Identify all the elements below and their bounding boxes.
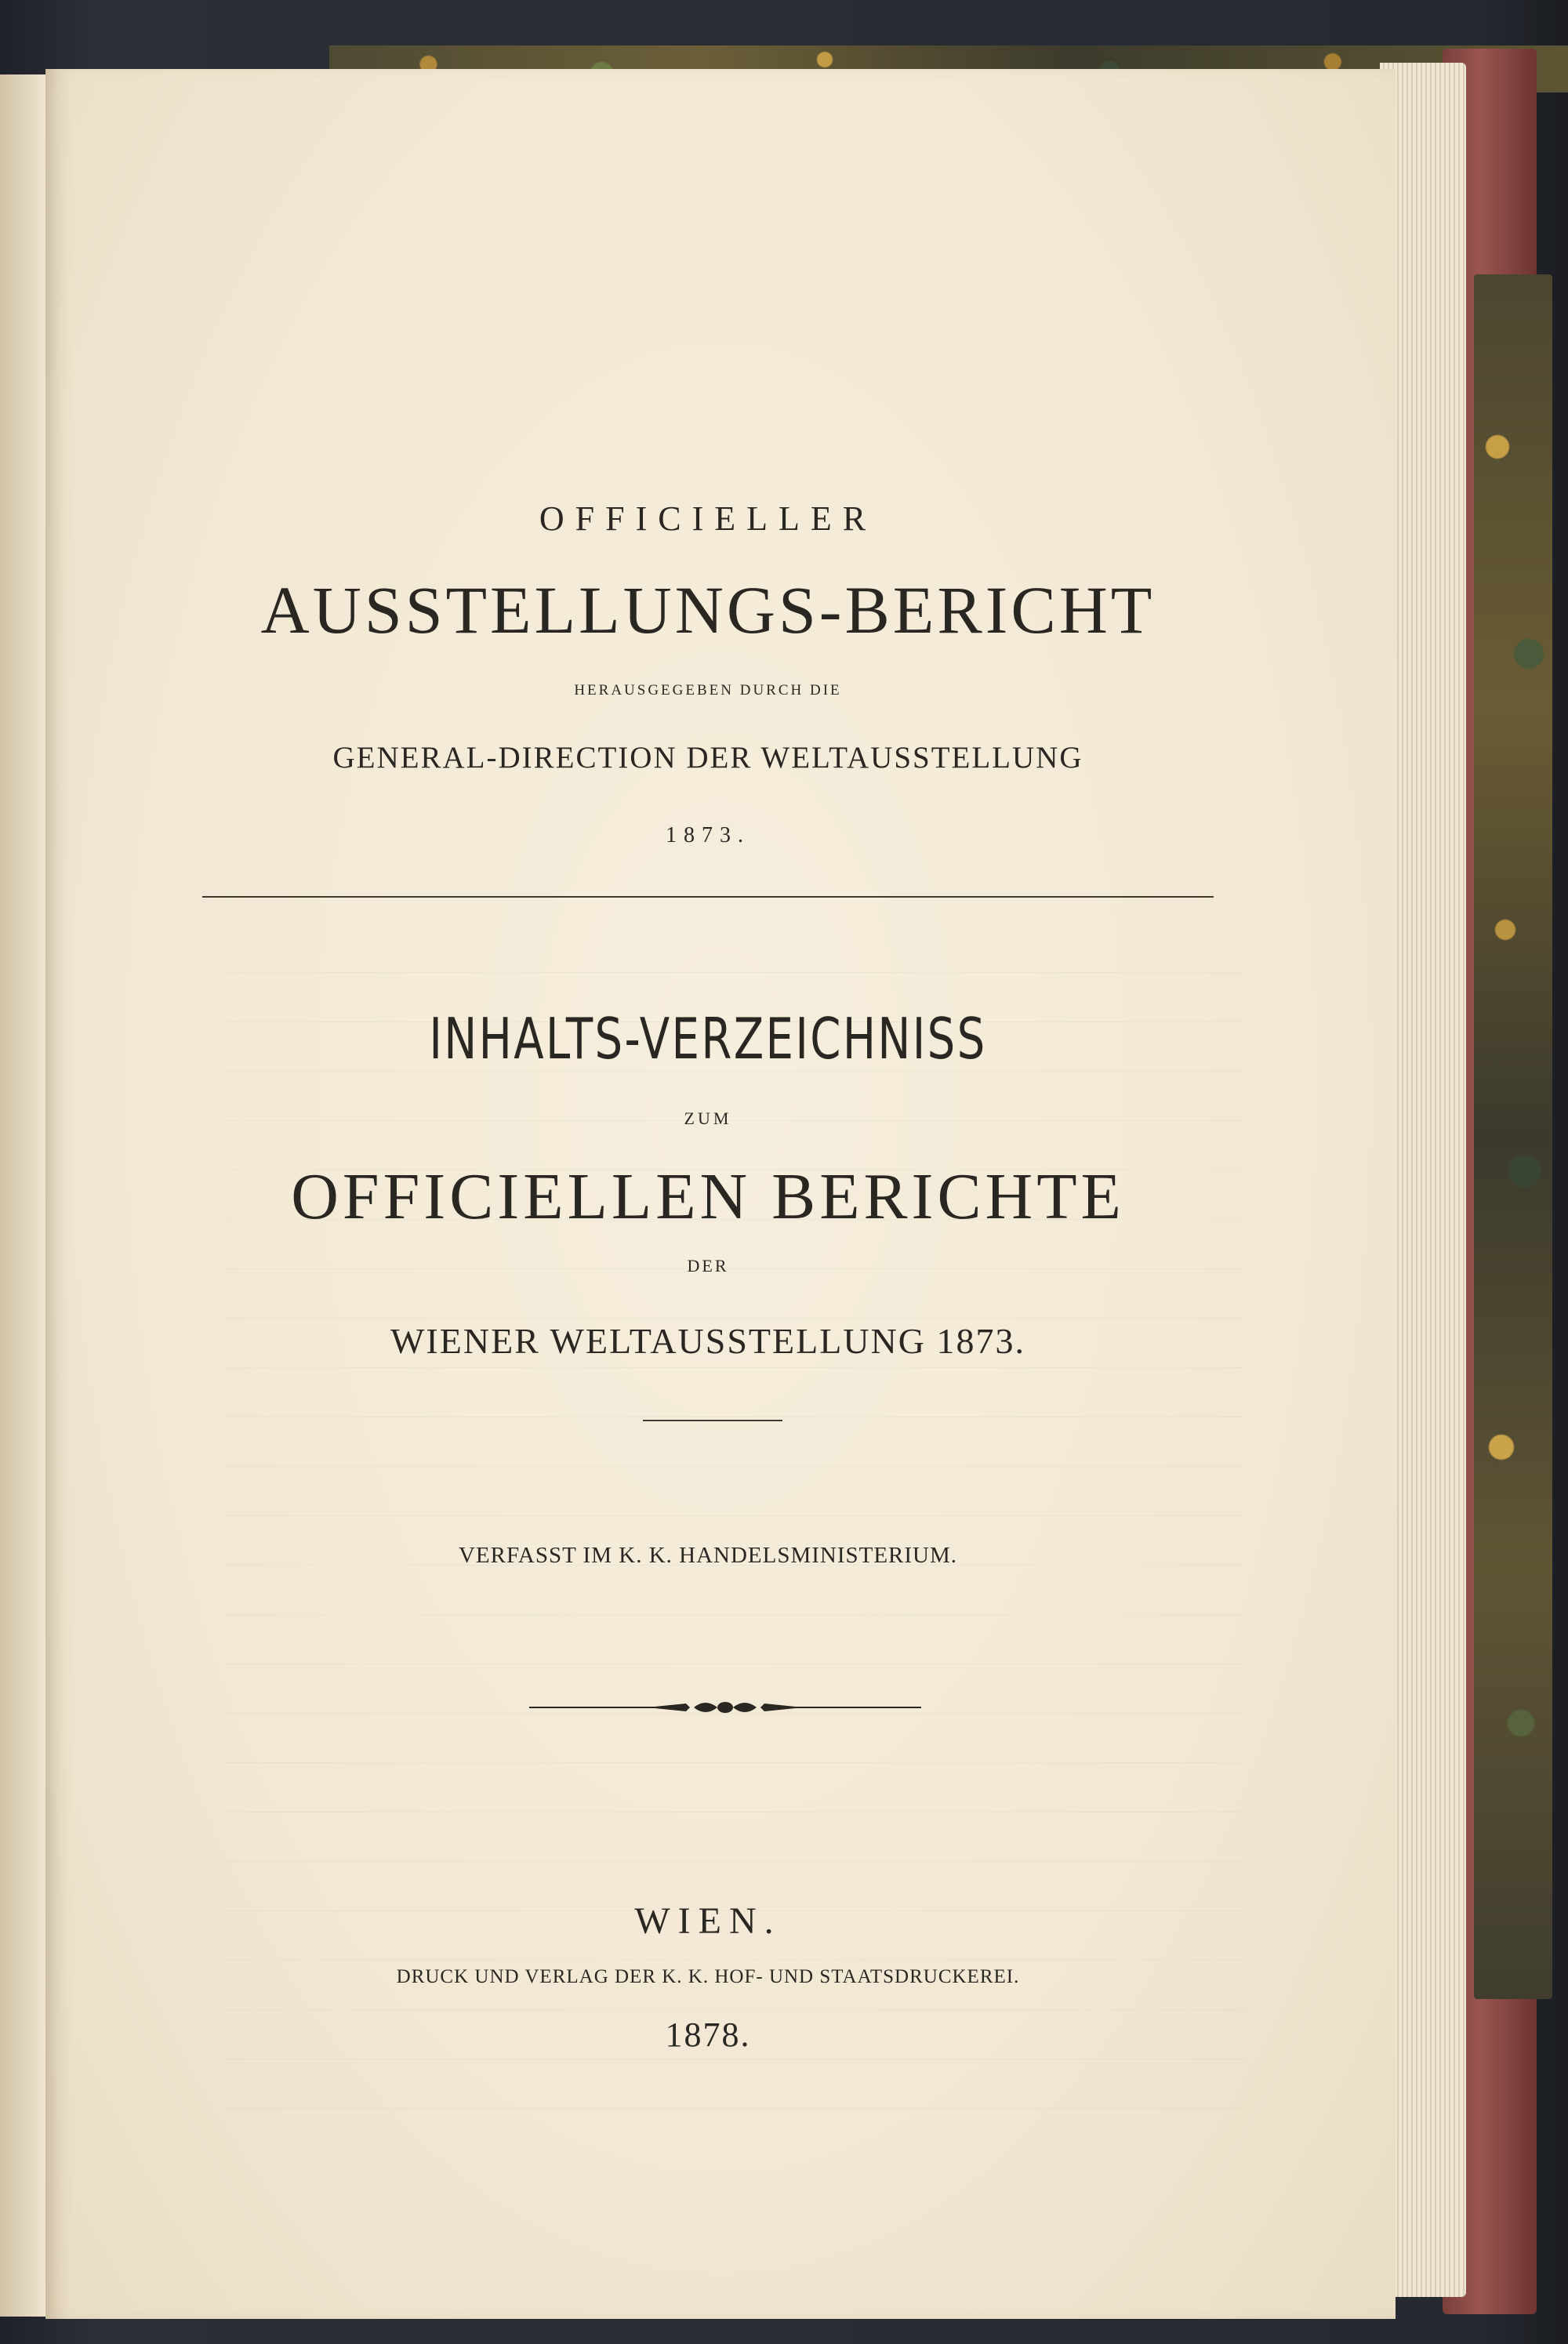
title-page bbox=[45, 69, 1396, 2319]
ornament-rule-icon bbox=[529, 1692, 921, 1723]
volume-subject: WIENER WELTAUSSTELLUNG 1873. bbox=[390, 1321, 1025, 1361]
volume-subtitle-connector: DER bbox=[687, 1256, 729, 1275]
imprint-publisher: DRUCK UND VERLAG DER K. K. HOF- UND STAATSDRUCKEREI. bbox=[396, 1966, 1020, 1987]
imprint-year: 1878. bbox=[665, 2016, 751, 2054]
divider-rule bbox=[202, 896, 1214, 898]
series-editor: GENERAL-DIRECTION DER WELTAUSSTELLUNG bbox=[332, 741, 1083, 775]
volume-title-connector: ZUM bbox=[684, 1109, 732, 1128]
author-line: VERFASST IM K. K. HANDELSMINISTERIUM. bbox=[458, 1543, 958, 1568]
series-title-main: AUSSTELLUNGS-BERICHT bbox=[260, 572, 1156, 648]
imprint-city: WIEN. bbox=[634, 1900, 782, 1942]
short-divider-rule bbox=[643, 1420, 782, 1421]
volume-subtitle: OFFICIELLEN BERICHTE bbox=[291, 1160, 1125, 1233]
series-editor-intro: HERAUSGEGEBEN DURCH DIE bbox=[574, 682, 842, 698]
series-year: 1873. bbox=[666, 823, 750, 847]
marbled-board-right bbox=[1474, 274, 1552, 1999]
volume-title: INHALTS-VERZEICHNISS bbox=[429, 1006, 987, 1072]
series-title-line1: OFFICIELLER bbox=[539, 499, 877, 538]
left-page-edge bbox=[0, 74, 45, 2317]
